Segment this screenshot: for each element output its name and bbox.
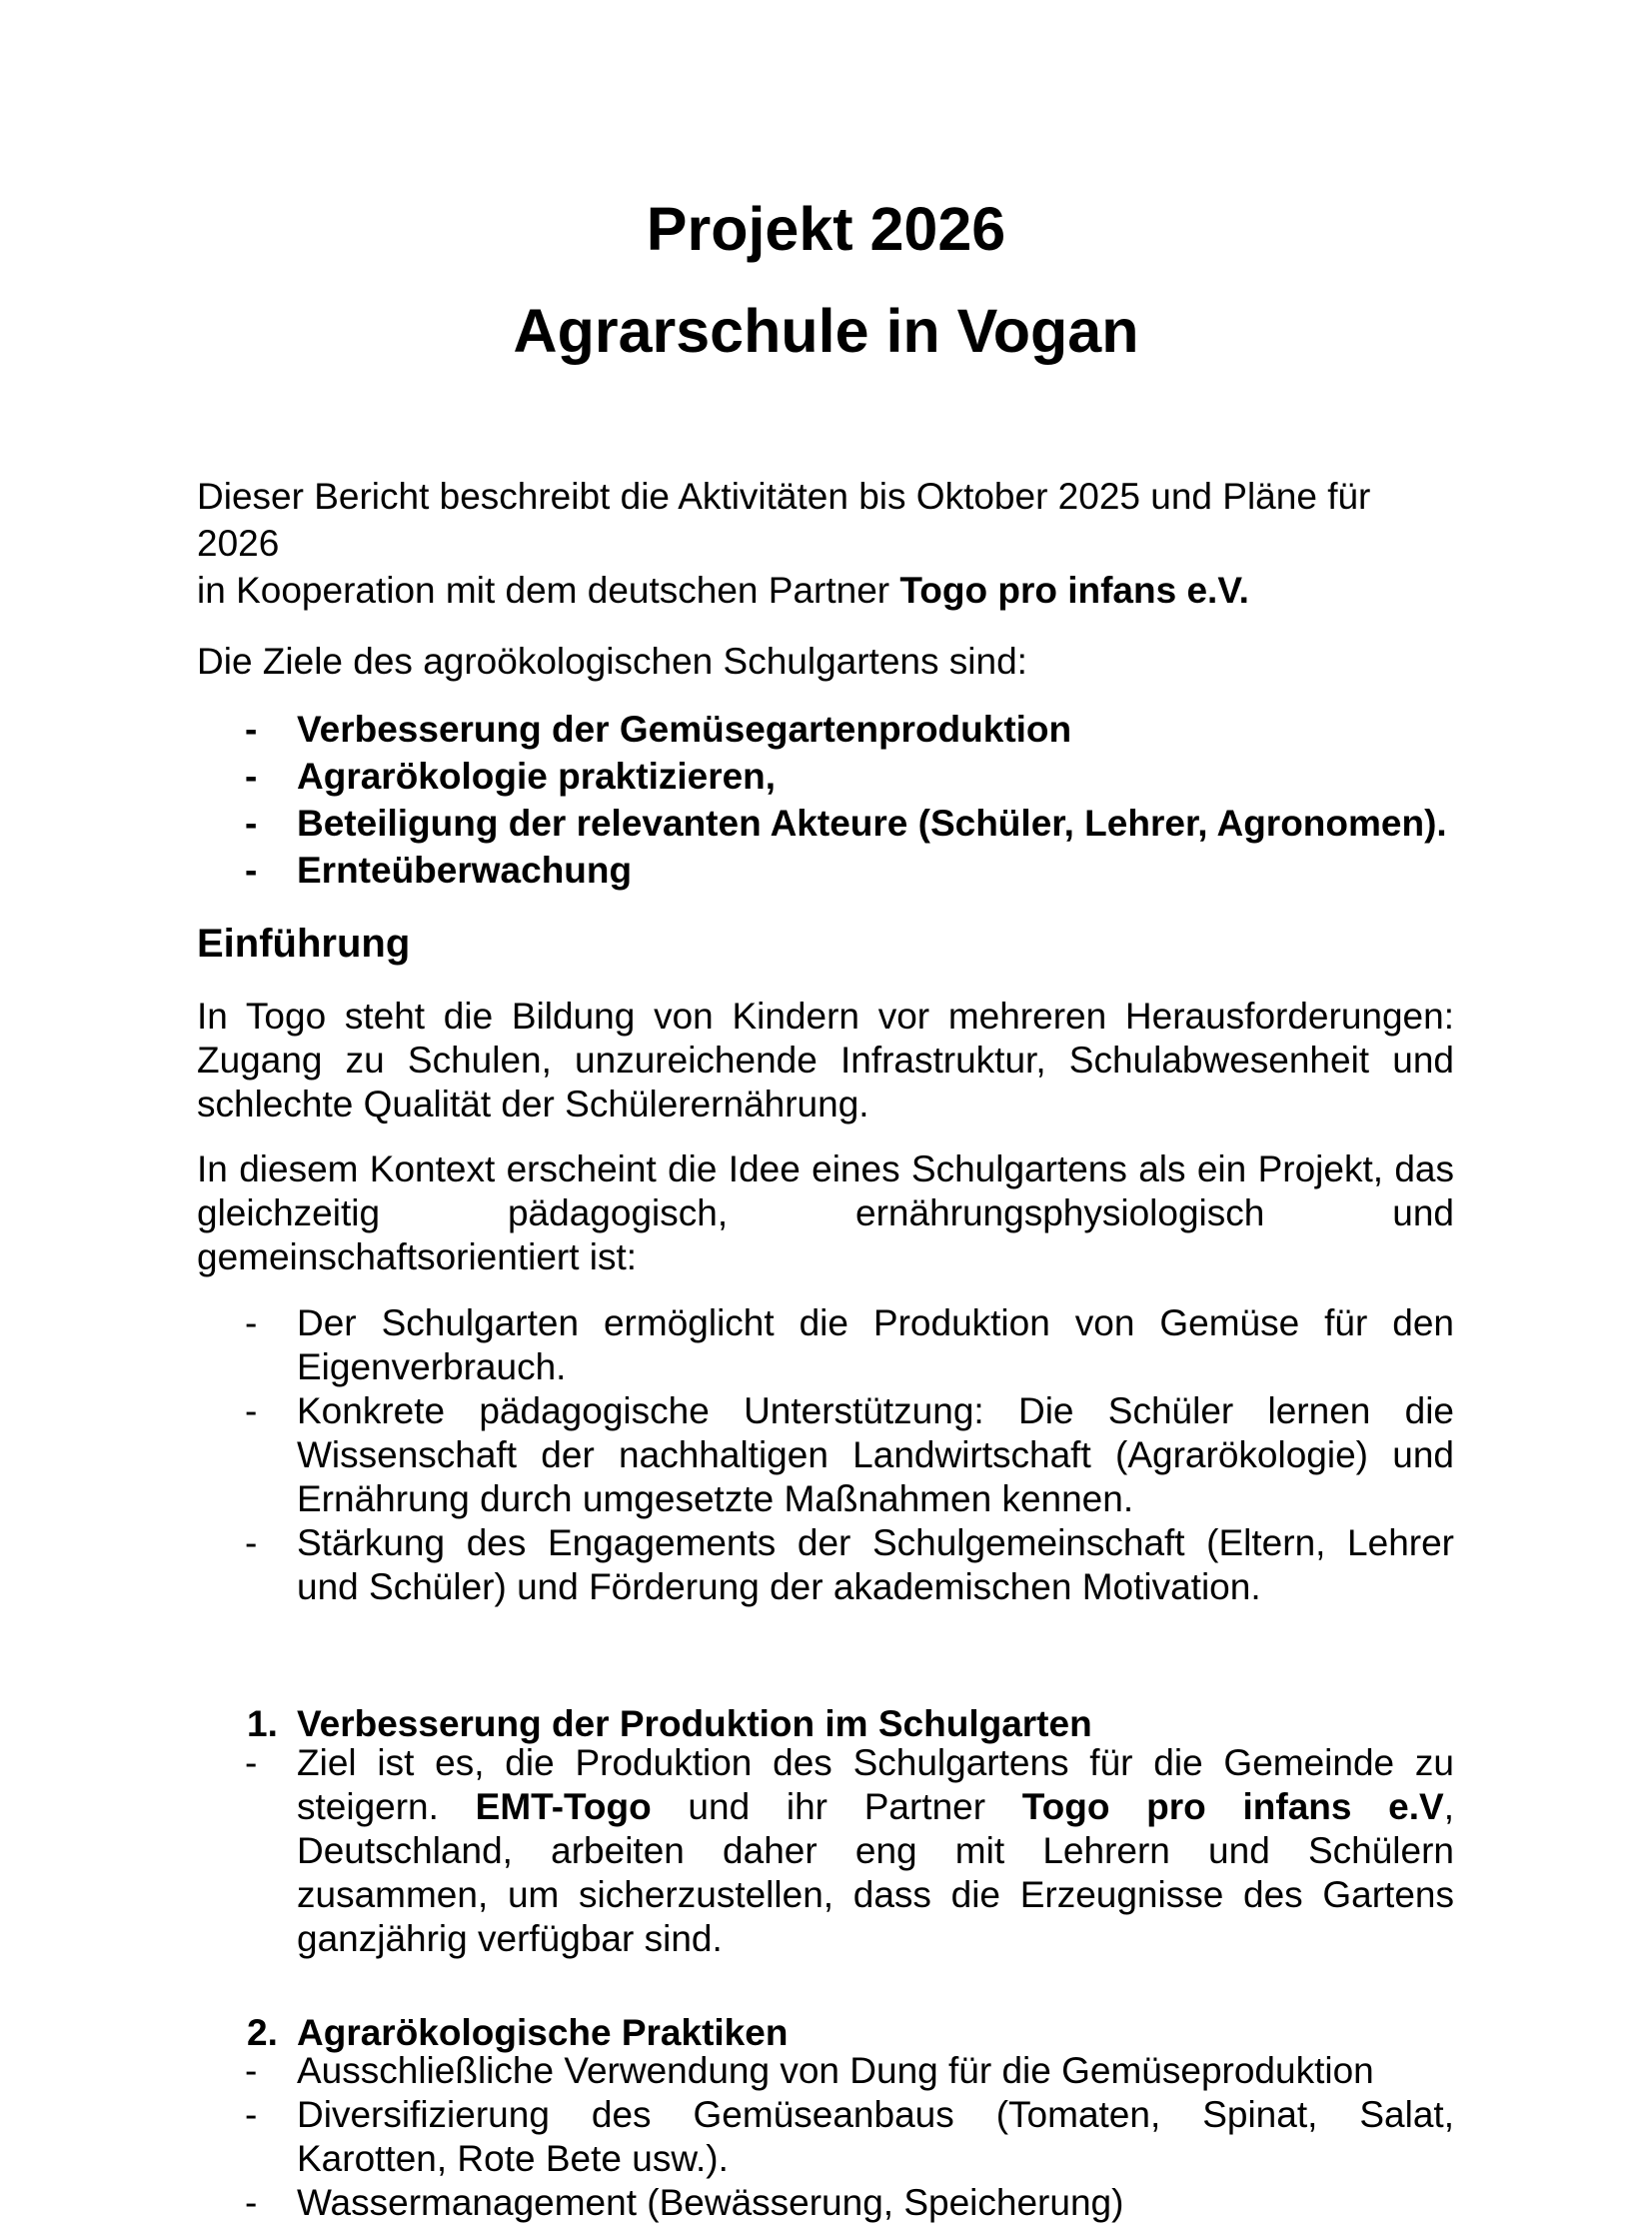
section-heading: Verbesserung der Produktion im Schulgarten — [297, 1703, 1092, 1744]
bullet-dash: - — [245, 1302, 258, 1343]
bullet-dash: - — [245, 1390, 258, 1431]
list-item — [197, 1301, 1454, 1389]
bullet-dash: - — [245, 2094, 258, 2135]
list-item-text: Stärkung des Engagements der Schulgemeinschaft (Eltern, Lehrer und Schüler) und Förderung der akademischen Motivation. — [297, 1522, 1454, 1607]
goals-list — [197, 706, 1454, 894]
bullet-dash: - — [245, 2182, 258, 2223]
goal-item — [197, 800, 1454, 847]
text-run: und ihr Partner — [651, 1786, 1022, 1827]
section-1 — [197, 1702, 1454, 1746]
title-line-1: Projekt 2026 — [646, 195, 1006, 263]
goals-lead-block — [197, 638, 1454, 685]
goal-item — [197, 753, 1454, 800]
section-2-list — [197, 2049, 1454, 2225]
goal-item — [197, 847, 1454, 894]
intro-line-2 — [197, 567, 1454, 614]
list-item-text — [297, 1742, 1454, 1959]
partner-name: Togo pro infans e.V. — [899, 570, 1249, 611]
einfuehrung-paragraph-2: In diesem Kontext erscheint die Idee eines Schulgartens als ein Projekt, das gleichzeitig pädagogisch, ernährungsphysiologisch und gemeinschaftsorientiert ist: — [197, 1148, 1454, 1277]
bullet-dash: - — [245, 1522, 258, 1563]
goal-text: Beteiligung der relevanten Akteure (Schüler, Lehrer, Agronomen). — [297, 803, 1447, 844]
bullet-dash: - — [245, 756, 258, 797]
text-run: , Deutschland, arbeiten daher eng mit Lehrern und Schülern zusammen, um sicherzustellen, dass die Erzeugnisse des Gartens ganzjährig verfügbar sind. — [297, 1786, 1454, 1959]
list-item — [197, 1389, 1454, 1521]
bullet-dash: - — [245, 803, 258, 844]
list-item-text: Konkrete pädagogische Unterstützung: Die Schüler lernen die Wissenschaft der nachhaltigen Landwirtschaft (Agrarökologie) und Ernährung durch umgesetzte Maßnahmen kennen. — [297, 1390, 1454, 1519]
list-item — [197, 2049, 1454, 2093]
list-item-text: Wassermanagement (Bewässerung, Speicherung) — [297, 2182, 1124, 2223]
bullet-dash: - — [245, 1742, 258, 1783]
bullet-dash: - — [245, 2050, 258, 2091]
section-number: 1. — [247, 1703, 278, 1744]
goal-text: Ernteüberwachung — [297, 850, 633, 891]
intro-text: in Kooperation mit dem deutschen Partner — [197, 570, 900, 611]
goal-text: Agrarökologie praktizieren, — [297, 756, 777, 797]
list-item — [197, 2181, 1454, 2225]
intro-paragraph — [197, 473, 1454, 614]
einfuehrung-para-1-block — [197, 995, 1454, 1126]
list-item-text: Diversifizierung des Gemüseanbaus (Tomaten, Spinat, Salat, Karotten, Rote Bete usw.). — [297, 2094, 1454, 2179]
section-heading: Agrarökologische Praktiken — [297, 2012, 789, 2053]
bullet-dash: - — [245, 850, 258, 891]
intro-line-1: Dieser Bericht beschreibt die Aktivitäten bis Oktober 2025 und Pläne für 2026 — [197, 476, 1371, 564]
text-run: Ziel ist es, die Produktion des Schulgartens für die Gemeinde zu steigern. — [297, 1742, 1454, 1827]
goals-lead: Die Ziele des agroökologischen Schulgartens sind: — [197, 641, 1027, 682]
einfuehrung-para-2-block — [197, 1147, 1454, 1279]
section-heading: Einführung — [197, 922, 411, 966]
list-item — [197, 1741, 1454, 1961]
org-name-emt-togo: EMT-Togo — [475, 1786, 652, 1827]
einfuehrung-list — [197, 1301, 1454, 1609]
section-1-list — [197, 1741, 1454, 1961]
einfuehrung-paragraph-1: In Togo steht die Bildung von Kindern vor mehreren Herausforderungen: Zugang zu Schulen, unzureichende Infrastruktur, Schulabwesenheit und schlechte Qualität der Schülerernährung. — [197, 996, 1454, 1124]
title-line-2: Agrarschule in Vogan — [513, 297, 1139, 365]
list-item — [197, 1521, 1454, 1609]
list-item-text: Ausschließliche Verwendung von Dung für die Gemüseproduktion — [297, 2050, 1374, 2091]
section-number: 2. — [247, 2012, 278, 2053]
section-einfuehrung — [197, 922, 1454, 966]
list-item — [197, 2093, 1454, 2181]
goal-text: Verbesserung der Gemüsegartenproduktion — [297, 709, 1072, 750]
list-item-text: Der Schulgarten ermöglicht die Produktion von Gemüse für den Eigenverbrauch. — [297, 1302, 1454, 1387]
bullet-dash: - — [245, 709, 258, 750]
goal-item — [197, 706, 1454, 753]
numbered-heading — [197, 1702, 1454, 1746]
partner-name: Togo pro infans e.V — [1021, 1786, 1444, 1827]
